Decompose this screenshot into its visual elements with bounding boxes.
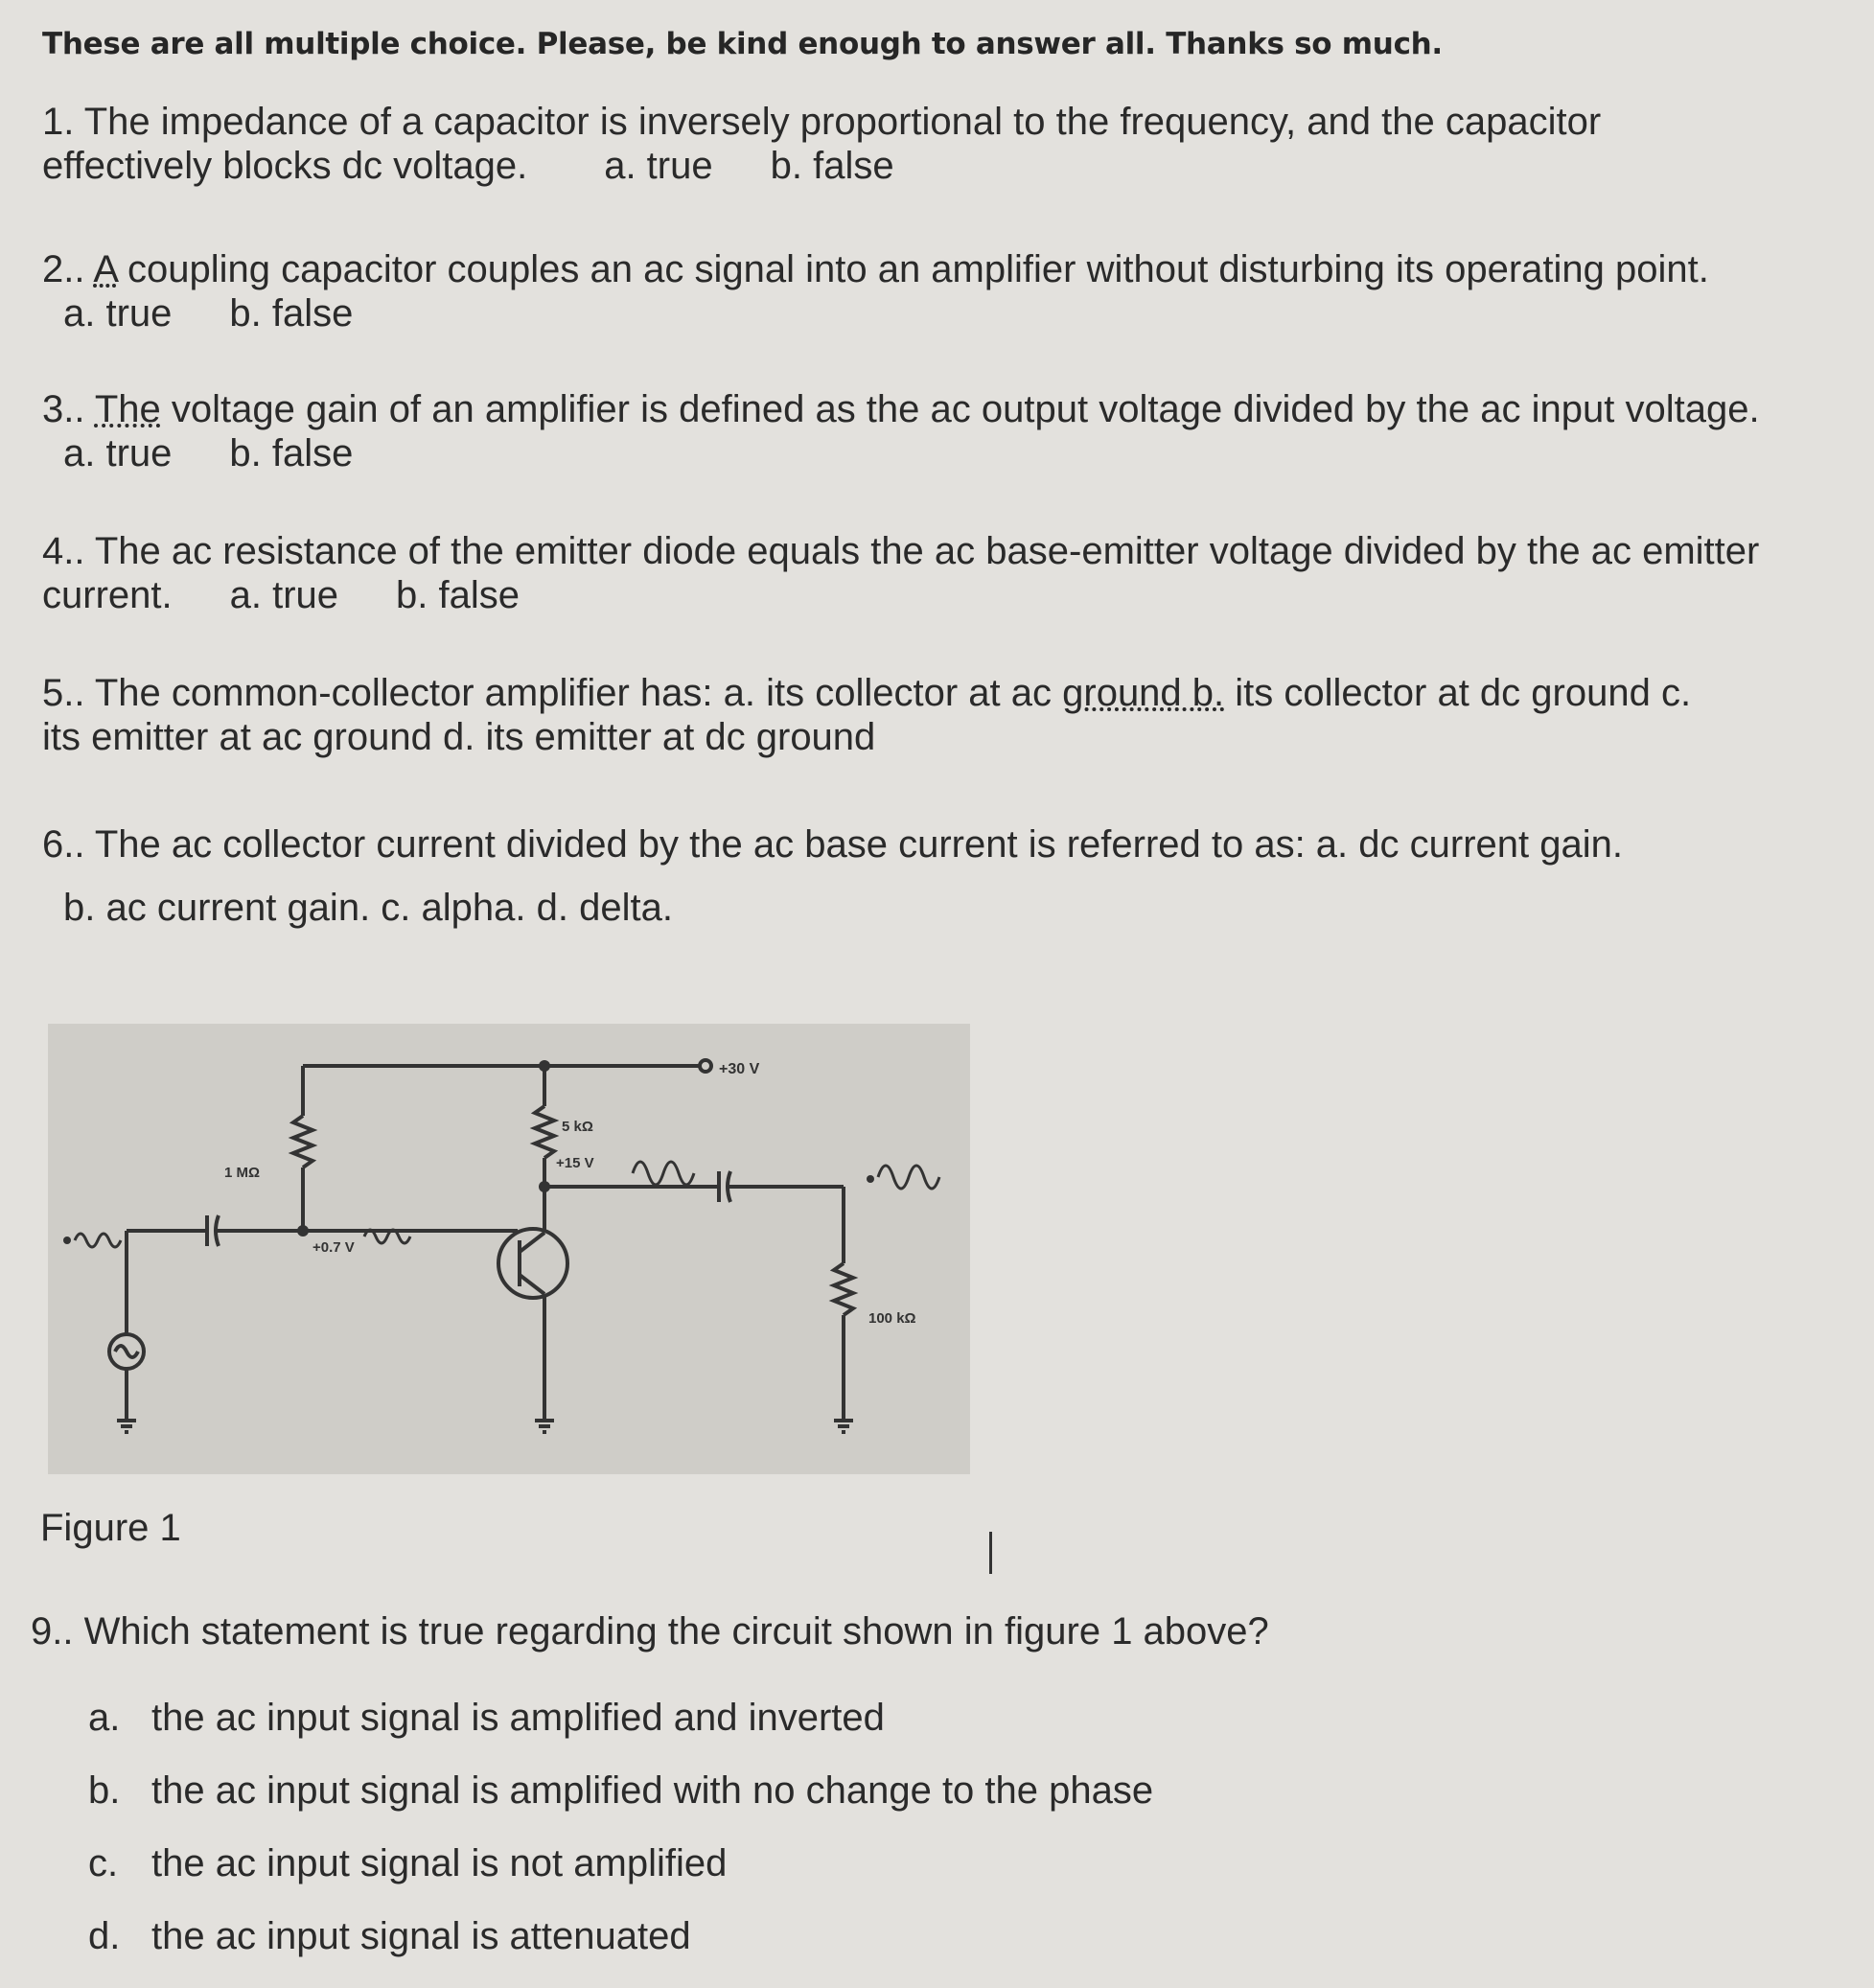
output-waveform bbox=[878, 1166, 939, 1189]
label-base-voltage: +0.7 V bbox=[312, 1239, 355, 1256]
label-collector-resistor: 5 kΩ bbox=[562, 1119, 593, 1135]
label-base-resistor: 1 MΩ bbox=[224, 1165, 261, 1181]
question-1-option-b[interactable]: b. false bbox=[770, 145, 894, 187]
question-5-line1: its collector at dc ground c. bbox=[1224, 672, 1692, 714]
output-dot bbox=[867, 1175, 874, 1183]
question-2 bbox=[42, 247, 1709, 335]
question-4-option-b[interactable]: b. false bbox=[396, 574, 520, 616]
question-4 bbox=[42, 529, 1759, 617]
load-resistor bbox=[834, 1263, 853, 1315]
choice-text: the ac input signal is amplified with no change to the phase bbox=[151, 1769, 1154, 1812]
question-5 bbox=[42, 671, 1691, 759]
question-2-prefix: 2.. bbox=[42, 248, 94, 290]
question-6-line2: b. ac current gain. c. alpha. d. delta. bbox=[63, 887, 673, 929]
label-load-resistor: 100 kΩ bbox=[868, 1310, 916, 1327]
collector-resistor bbox=[535, 1106, 554, 1158]
choice-text: the ac input signal is attenuated bbox=[151, 1915, 691, 1957]
question-9-choice-a[interactable] bbox=[88, 1697, 1153, 1769]
question-6 bbox=[42, 813, 1623, 939]
choice-text: the ac input signal is amplified and inverted bbox=[151, 1697, 885, 1739]
question-2-line1: coupling capacitor couples an ac signal into an amplifier without disturbing its operating point. bbox=[116, 248, 1709, 290]
choice-letter: c. bbox=[88, 1842, 119, 1884]
question-9-choice-c[interactable] bbox=[88, 1842, 1153, 1915]
question-3-option-b[interactable]: b. false bbox=[229, 432, 354, 474]
question-9: 9.. Which statement is true regarding the circuit shown in figure 1 above? bbox=[31, 1610, 1269, 1653]
base-resistor bbox=[293, 1116, 312, 1167]
question-3-line1: voltage gain of an amplifier is defined as the ac output voltage divided by the ac input voltage. bbox=[160, 388, 1760, 430]
circuit-figure bbox=[48, 1024, 970, 1474]
question-1-line1: 1. The impedance of a capacitor is inversely proportional to the frequency, and the capacitor bbox=[42, 101, 1602, 143]
label-supply: +30 V bbox=[719, 1061, 760, 1077]
question-2-option-b[interactable]: b. false bbox=[229, 292, 354, 335]
choice-letter: a. bbox=[88, 1697, 121, 1739]
choice-letter: b. bbox=[88, 1769, 121, 1812]
circuit-diagram bbox=[48, 1024, 970, 1474]
text-cursor bbox=[989, 1532, 992, 1574]
supply-junction bbox=[539, 1060, 550, 1072]
question-9-choice-b[interactable] bbox=[88, 1769, 1153, 1842]
label-collector-voltage: +15 V bbox=[556, 1155, 594, 1171]
collector-waveform bbox=[633, 1162, 694, 1185]
question-5-line2: its emitter at ac ground d. its emitter at dc ground bbox=[42, 716, 876, 758]
ground-source bbox=[117, 1421, 136, 1432]
question-6-line1: 6.. The ac collector current divided by the ac base current is referred to as: a. dc current gain. bbox=[42, 823, 1623, 866]
question-4-line1: 4.. The ac resistance of the emitter diode equals the ac base-emitter voltage divided by the ac emitter bbox=[42, 530, 1760, 572]
figure-caption: Figure 1 bbox=[40, 1507, 181, 1549]
question-5-prefix: 5.. The common-collector amplifier has: a. its collector at ac bbox=[42, 672, 1063, 714]
question-9-choices bbox=[88, 1697, 1153, 1988]
input-dot bbox=[63, 1237, 71, 1244]
supply-terminal bbox=[700, 1060, 711, 1072]
transistor-emitter-lead bbox=[520, 1275, 544, 1294]
question-1-line2: effectively blocks dc voltage. bbox=[42, 145, 528, 187]
question-5-underlined: ground b. bbox=[1062, 672, 1225, 714]
question-2-option-a[interactable]: a. true bbox=[63, 292, 173, 335]
ground-load bbox=[834, 1421, 853, 1432]
question-3 bbox=[42, 387, 1760, 475]
transistor-collector-lead bbox=[520, 1233, 544, 1252]
base-junction bbox=[297, 1225, 309, 1237]
question-3-underlined: The bbox=[94, 388, 161, 430]
ground-emitter bbox=[535, 1421, 554, 1432]
collector-junction bbox=[539, 1181, 550, 1192]
ac-source-wave bbox=[115, 1346, 138, 1357]
question-4-line2: current. bbox=[42, 574, 173, 616]
question-1-option-a[interactable]: a. true bbox=[604, 145, 713, 187]
question-2-underlined: A bbox=[93, 248, 117, 290]
question-3-prefix: 3.. bbox=[42, 388, 95, 430]
choice-text: the ac input signal is not amplified bbox=[151, 1842, 728, 1884]
intro-text: These are all multiple choice. Please, be kind enough to answer all. Thanks so much. bbox=[42, 27, 1443, 61]
question-1 bbox=[42, 100, 1601, 188]
input-waveform bbox=[75, 1234, 121, 1247]
question-3-option-a[interactable]: a. true bbox=[63, 432, 173, 474]
question-4-option-a[interactable]: a. true bbox=[229, 574, 339, 616]
choice-letter: d. bbox=[88, 1915, 121, 1957]
